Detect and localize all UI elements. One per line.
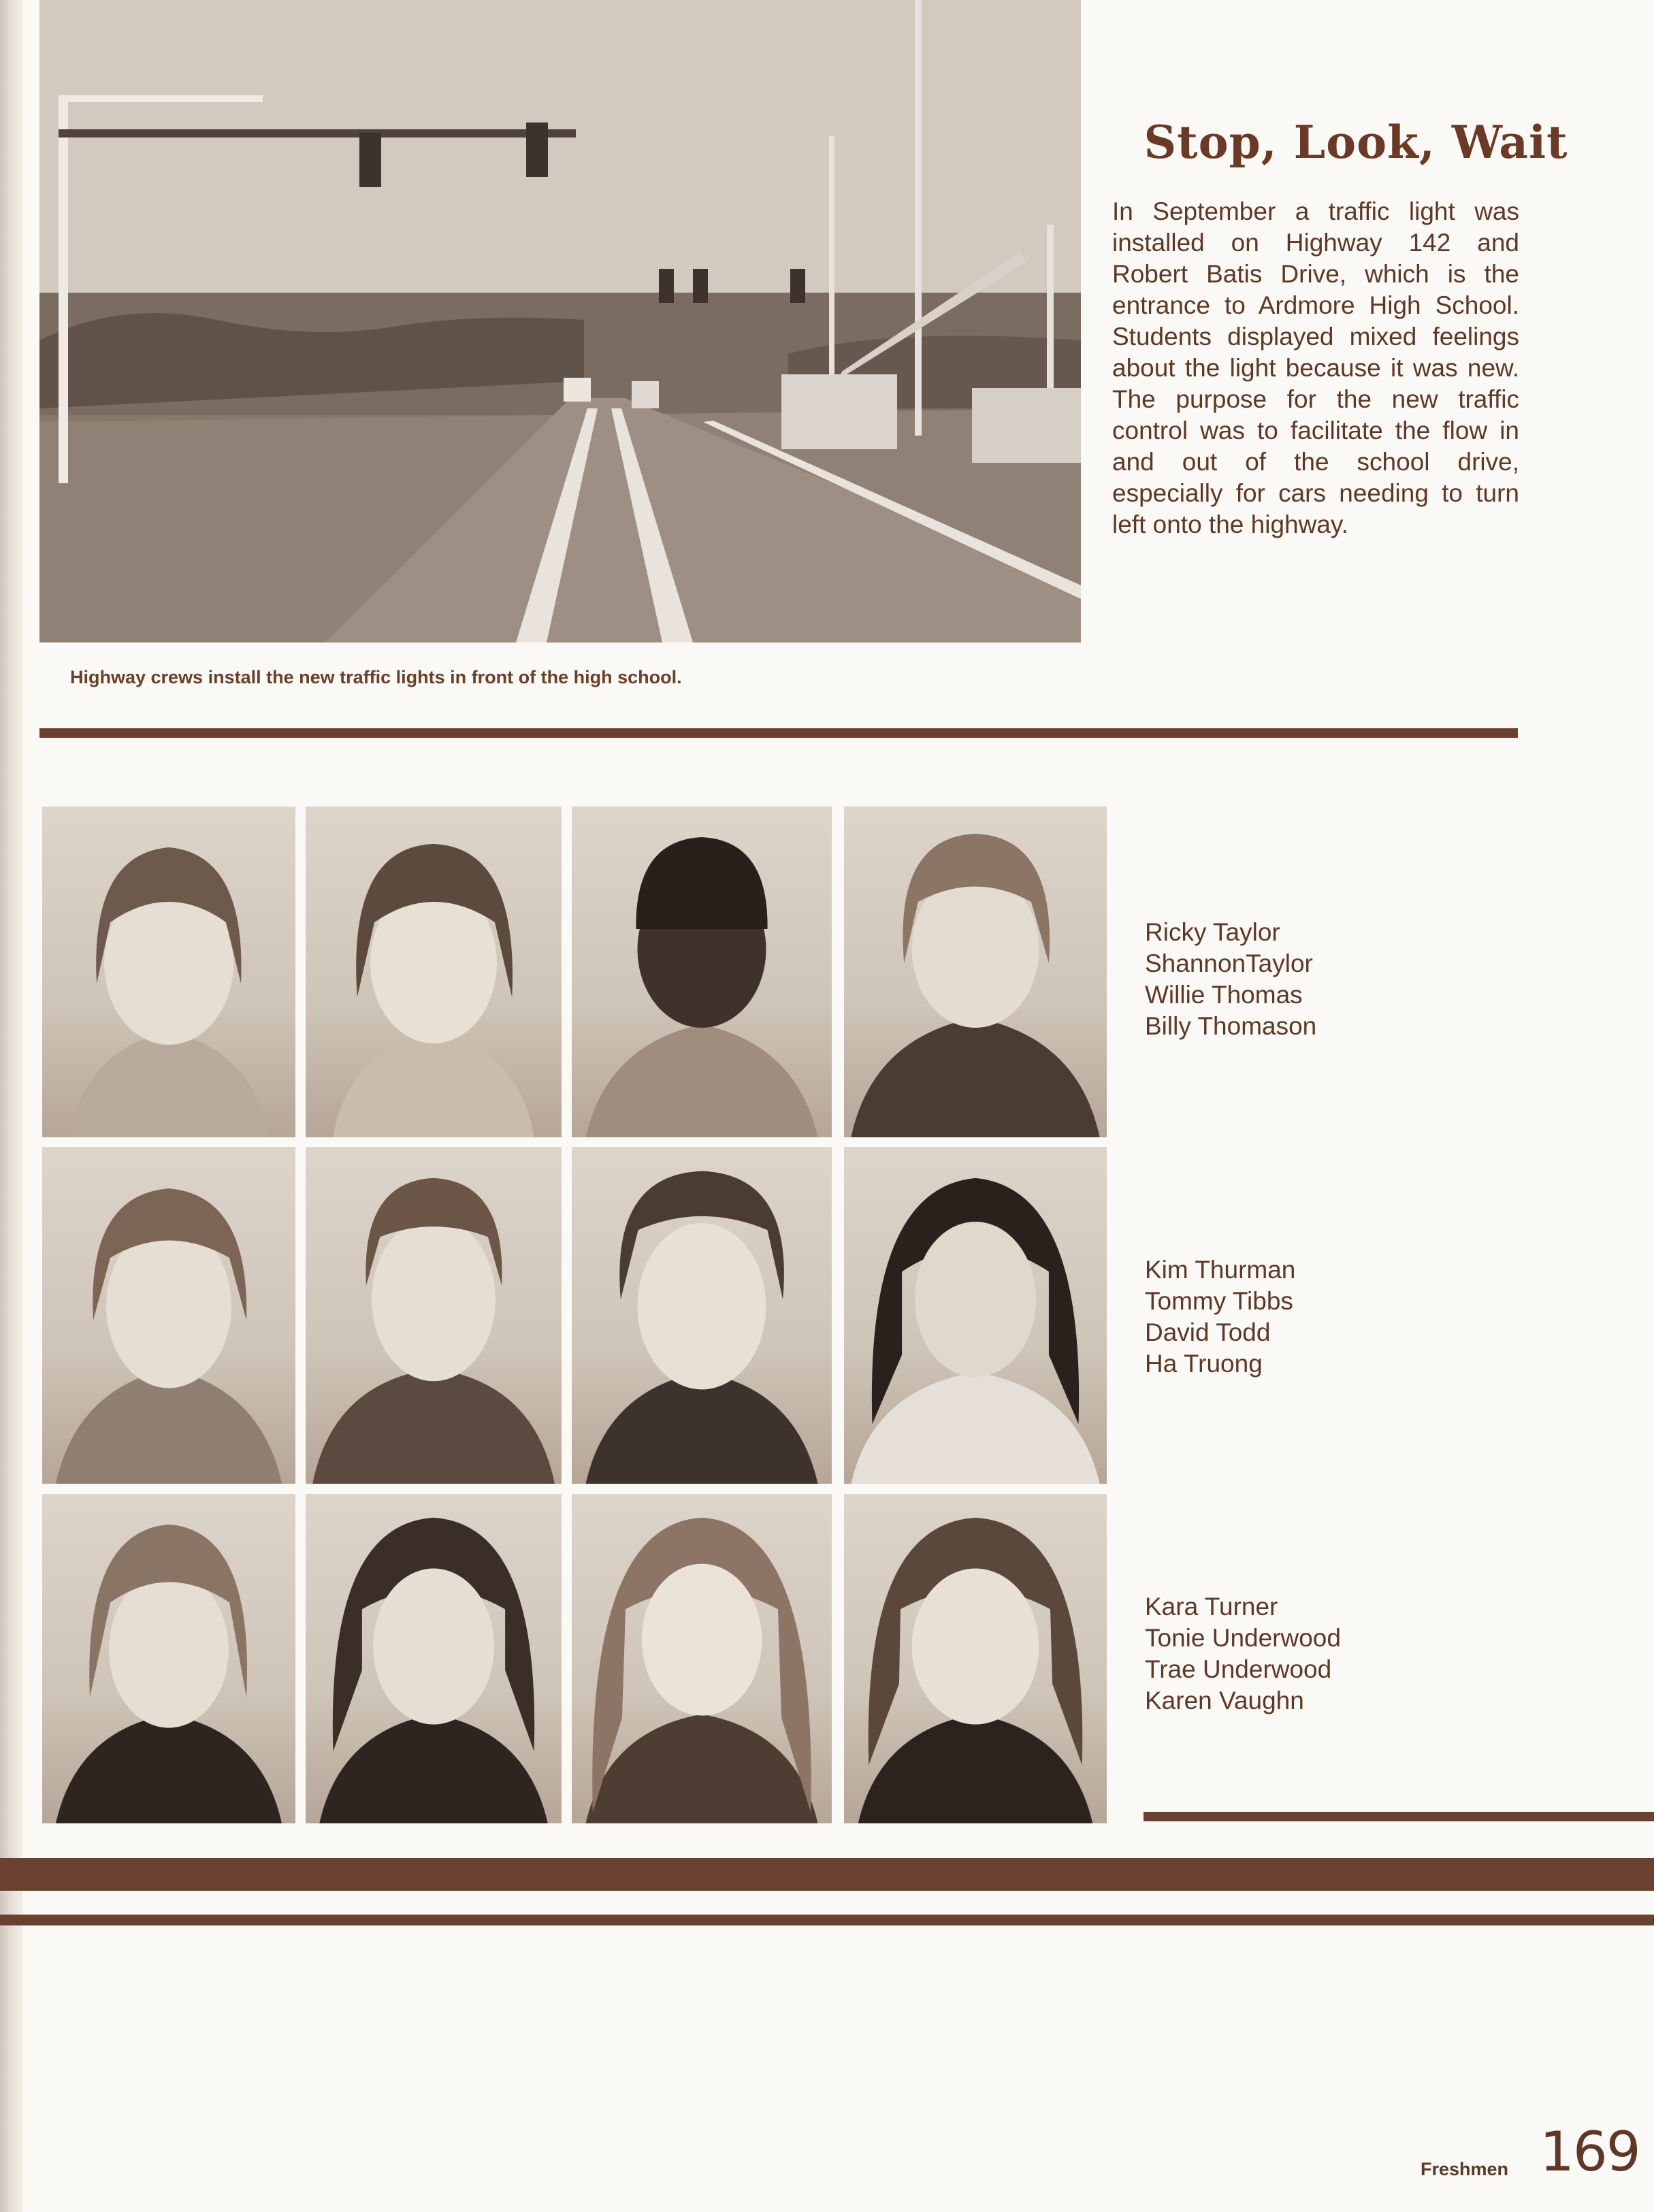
student-name: Karen Vaughn bbox=[1145, 1687, 1304, 1714]
portrait-photo bbox=[844, 807, 1107, 1137]
thin-rule bbox=[0, 1915, 1654, 1925]
student-name: Ricky Taylor bbox=[1145, 918, 1280, 946]
portrait-photo bbox=[42, 1147, 295, 1484]
page-number: 169 bbox=[1540, 2120, 1640, 2183]
names-end-rule bbox=[1144, 1812, 1654, 1821]
traffic-scene-illustration bbox=[39, 0, 1081, 643]
portrait-photo bbox=[572, 807, 832, 1137]
student-name: Willie Thomas bbox=[1145, 981, 1303, 1009]
story-body: In September a traffic light was installed on Highway 142 and Robert Batis Drive, which is the entrance to Ardmore High School. Students displayed mixed feelings about the light because it was new. The purpose for the new traffic control was to facilitate the flow in and out of the school drive, especially for cars needing to turn left onto the highway. bbox=[1112, 197, 1519, 538]
student-name: Tonie Underwood bbox=[1145, 1624, 1341, 1652]
portrait-photo bbox=[572, 1494, 832, 1823]
portrait-photo bbox=[42, 807, 295, 1137]
portrait-photo bbox=[306, 1494, 562, 1823]
student-name: Tommy Tibbs bbox=[1145, 1287, 1293, 1315]
student-name: David Todd bbox=[1145, 1318, 1271, 1346]
student-name: Kim Thurman bbox=[1145, 1256, 1296, 1284]
band-rule bbox=[0, 1858, 1654, 1891]
top-rule bbox=[39, 728, 1518, 738]
name-list bbox=[1145, 1591, 1341, 1717]
story-title: Stop, Look, Wait bbox=[1144, 116, 1568, 169]
portrait-photo bbox=[844, 1494, 1107, 1823]
section-label: Freshmen bbox=[1421, 2159, 1509, 2179]
portrait-photo bbox=[844, 1147, 1107, 1484]
name-list bbox=[1145, 917, 1316, 1042]
photo-caption: Highway crews install the new traffic lights in front of the high school. bbox=[70, 667, 682, 687]
portrait-photo bbox=[42, 1494, 295, 1823]
student-name: Billy Thomason bbox=[1145, 1012, 1317, 1040]
name-list bbox=[1145, 1254, 1295, 1380]
student-name: Ha Truong bbox=[1145, 1350, 1263, 1378]
student-name: Kara Turner bbox=[1145, 1593, 1278, 1621]
traffic-light-photo bbox=[39, 0, 1081, 643]
portrait-photo bbox=[572, 1147, 832, 1484]
portrait-photo bbox=[306, 807, 562, 1137]
portrait-photo bbox=[306, 1147, 562, 1484]
student-name: ShannonTaylor bbox=[1145, 949, 1313, 977]
student-name: Trae Underwood bbox=[1145, 1655, 1332, 1683]
